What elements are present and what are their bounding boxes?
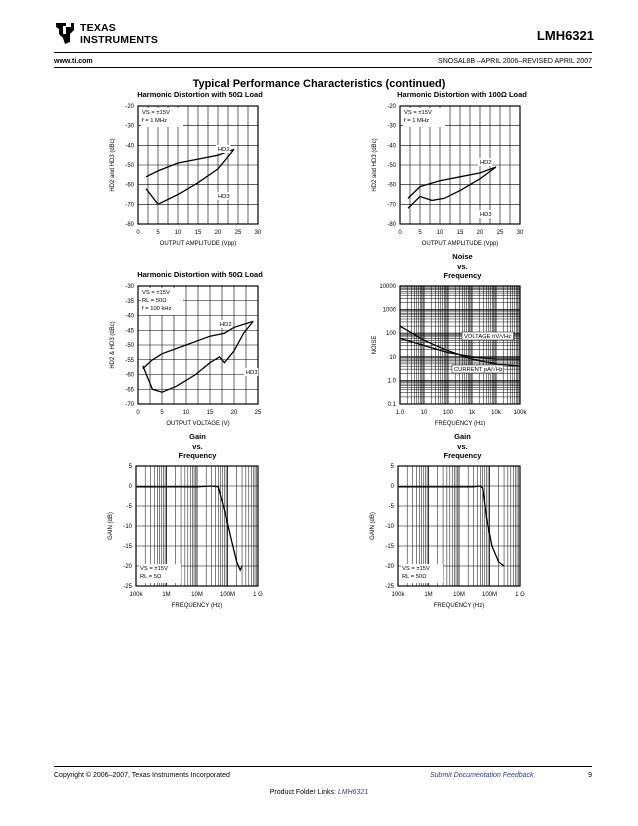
x-tick-label: 100k [513,410,527,416]
y-tick-label: -80 [125,222,134,228]
x-tick-label: 15 [194,230,202,236]
y-tick-label: 5 [390,464,394,470]
y-tick-label: -60 [125,372,134,379]
footer-rule [54,766,592,767]
y-tick-label: -50 [125,343,134,349]
y-tick-label: -40 [125,143,134,150]
y-axis-label: HD2 and HD3 (dBc) [372,138,378,192]
y-axis-label: NOISE [372,335,378,355]
annotation-label: HD3 [480,212,492,218]
annotation-label: HD3 [246,370,258,376]
y-tick-label: 0.1 [387,402,396,408]
x-tick-label: 10 [174,230,182,236]
product-folder-links [0,789,638,796]
y-tick-label: -5 [126,504,132,510]
y-tick-label: -70 [125,202,134,209]
y-tick-label: -80 [387,222,396,228]
x-tick-label: 5 [418,230,422,236]
chart-gain-vs-frequency-50ohm [362,460,542,612]
x-axis-label: OUTPUT AMPLITUDE (Vpp) [421,241,499,247]
y-tick-label: -65 [125,387,134,394]
chart-noise-vs-frequency [362,280,542,428]
y-tick-label: -60 [387,182,396,189]
x-axis-label: FREQUENCY (Hz) [171,603,223,609]
y-tick-label: -60 [125,182,134,189]
chart-3-title: Harmonic Distortion with 50Ω Load [137,270,263,279]
x-tick-label: 20 [476,230,484,236]
x-tick-label: 5 [156,230,160,236]
x-tick-label: 1M [424,592,433,598]
y-tick-label: -50 [125,163,134,169]
y-tick-label: -55 [125,357,134,364]
y-tick-label: -30 [387,123,396,130]
x-tick-label: 10k [491,410,501,416]
y-tick-label: -5 [388,504,394,510]
condition-label: VS = ±15V [142,290,170,296]
y-tick-label: -10 [123,524,132,530]
y-tick-label: -30 [125,284,134,290]
y-axis-label: HD2 and HD3 (dBc) [110,138,116,192]
x-tick-label: 5 [160,410,164,416]
condition-label: f = 1 MHz [142,118,167,124]
chart-4-title: Noise vs. Frequency [443,252,482,280]
x-tick-label: 25 [254,410,262,416]
y-tick-label: -70 [387,202,396,209]
annotation-label: HD2 [218,147,230,153]
y-tick-label: -10 [385,524,394,530]
y-tick-label: -15 [385,544,394,550]
condition-label: VS = ±15V [140,566,168,572]
x-tick-label: 10 [182,410,190,416]
x-tick-label: 0 [398,230,402,236]
product-folder-link[interactable]: LMH6321 [337,789,369,796]
y-tick-label: -15 [123,544,132,550]
y-tick-label: -20 [385,564,394,570]
chart-gain-vs-frequency-5ohm [100,460,280,612]
y-tick-label: -70 [125,402,134,408]
chart-1-title: Harmonic Distortion with 50Ω Load [137,90,263,99]
site-url[interactable]: www.ti.com [54,58,93,65]
y-tick-label: 10 [389,354,396,361]
y-tick-label: -35 [125,298,134,305]
x-tick-label: 100 [442,410,454,416]
y-tick-label: -25 [385,584,394,590]
y-tick-label: -20 [125,104,134,110]
condition-label: RL = 50Ω [142,298,167,304]
x-tick-label: 10M [191,592,203,598]
feedback-link[interactable]: Submit Documentation Feedback [430,772,534,779]
x-tick-label: 1 G [253,592,263,598]
logo-line-2: INSTRUMENTS [80,34,159,46]
x-tick-label: 1M [162,592,171,598]
x-tick-label: 30 [516,230,524,236]
x-axis-label: FREQUENCY (Hz) [434,421,486,427]
copyright: Copyright © 2006–2007, Texas Instruments Incorporated [54,772,230,779]
y-tick-label: -20 [387,104,396,110]
x-tick-label: 0 [136,230,140,236]
condition-label: RL = 5Ω [140,574,162,580]
x-tick-label: 25 [496,230,504,236]
x-axis-label: FREQUENCY (Hz) [433,603,485,609]
header-rule [54,52,592,53]
x-tick-label: 100M [481,592,498,598]
chart-hd-50ohm-1mhz [100,100,280,248]
annotation-label: HD3 [218,194,230,200]
page-number: 9 [588,772,592,779]
x-tick-label: 20 [214,230,222,236]
chart-2-title: Harmonic Distortion with 100Ω Load [397,90,527,99]
x-axis-label: OUTPUT AMPLITUDE (Vpp) [159,241,237,247]
x-tick-label: 1.0 [395,410,405,416]
y-tick-label: -40 [387,143,396,150]
y-tick-label: -50 [387,163,396,169]
x-tick-label: 25 [234,230,242,236]
x-axis-label: OUTPUT VOLTAGE (V) [166,421,230,427]
x-tick-label: 1 G [515,592,525,598]
condition-label: VS = ±15V [142,110,170,116]
plot-area [400,286,520,404]
x-tick-label: 10 [420,410,428,416]
chart-5-title: Gain vs. Frequency [178,432,217,460]
chart-6-title: Gain vs. Frequency [443,432,482,460]
y-tick-label: 1000 [382,307,396,314]
x-tick-label: 10M [453,592,465,598]
x-tick-label: 0 [136,410,140,416]
y-tick-label: 0 [390,484,394,490]
x-tick-label: 30 [254,230,262,236]
x-tick-label: 100M [219,592,236,598]
product-folder-prefix: Product Folder Links: [269,789,338,796]
y-axis-label: GAIN (dB) [370,512,376,540]
x-tick-label: 1k [468,410,476,416]
y-tick-label: 10000 [379,284,396,290]
x-tick-label: 100k [129,592,143,598]
annotation-label: HD2 [220,322,232,328]
header-rule-2 [54,67,592,68]
annotation-label: VOLTAGE nV/√Hz [464,334,512,340]
y-tick-label: -45 [125,328,134,335]
y-axis-label: GAIN (dB) [108,512,114,540]
y-tick-label: -40 [125,313,134,320]
y-tick-label: -30 [125,123,134,130]
document-id: SNOSAL8B –APRIL 2006–REVISED APRIL 2007 [438,58,592,65]
logo-line-1: TEXAS [80,22,117,34]
y-tick-label: 1.0 [387,378,396,385]
condition-label: RL = 50Ω [402,574,427,580]
y-tick-label: -25 [123,584,132,590]
x-tick-label: 15 [206,410,214,416]
x-tick-label: 100k [391,592,405,598]
ti-logo [54,18,164,50]
ti-logo-icon [54,20,76,46]
condition-label: f = 1 MHz [404,118,429,124]
x-tick-label: 10 [436,230,444,236]
y-tick-label: 100 [385,331,396,338]
annotation-label: HD2 [480,160,492,166]
condition-label: f = 100 kHz [142,306,172,312]
y-axis-label: HD2 & HD3 (dBc) [110,321,116,369]
y-tick-label: 5 [128,464,132,470]
chart-hd-100ohm-1mhz [362,100,542,248]
chart-hd-50ohm-100khz [100,280,280,428]
annotation-label: CURRENT pA/√Hz [454,367,503,373]
condition-label: VS = ±15V [402,566,430,572]
y-tick-label: 0 [128,484,132,490]
part-number: LMH6321 [536,28,594,43]
condition-label: VS = ±15V [404,110,432,116]
y-tick-label: -20 [123,564,132,570]
section-title: Typical Performance Characteristics (continued) [192,78,446,90]
x-tick-label: 20 [230,410,238,416]
x-tick-label: 15 [456,230,464,236]
